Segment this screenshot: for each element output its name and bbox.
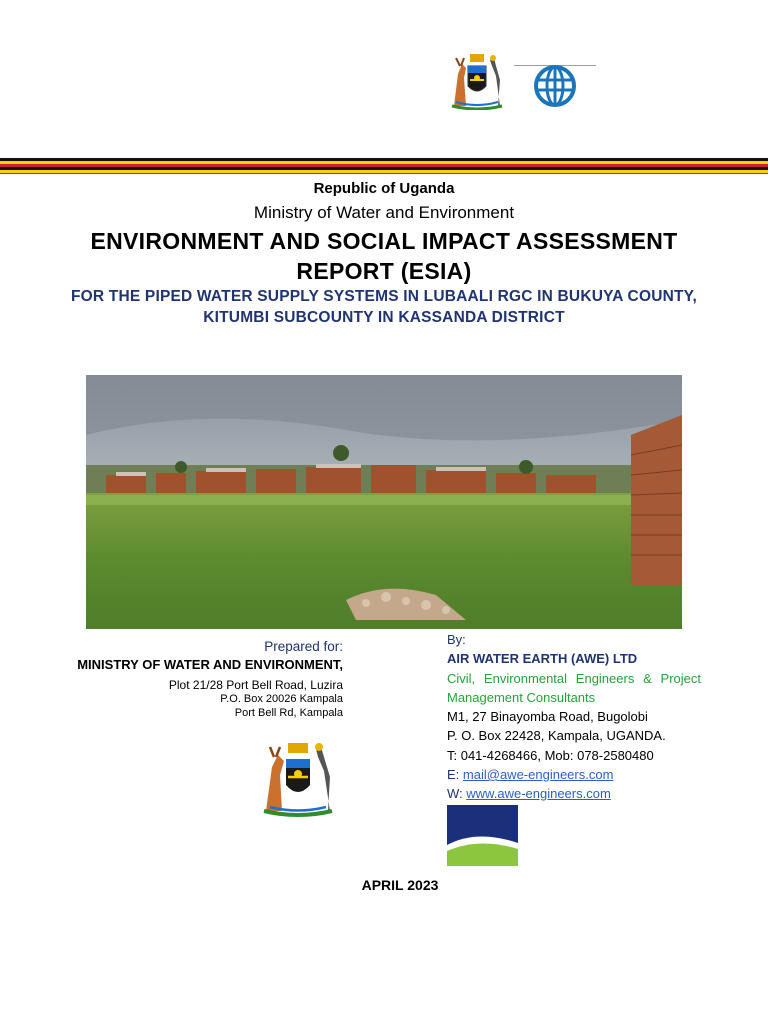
uganda-coat-of-arms-icon [446, 50, 508, 110]
title-line-1: ENVIRONMENT AND SOCIAL IMPACT ASSESSMENT [90, 228, 678, 254]
web-link[interactable]: www.awe-engineers.com [466, 786, 611, 801]
uganda-flag-stripe [0, 158, 768, 174]
prepared-for-label: Prepared for: [264, 639, 343, 654]
uganda-coat-of-arms-icon [256, 737, 340, 817]
by-label: By: [447, 632, 466, 647]
consultant-description-line-1: Civil, Environmental Engineers & Project [447, 671, 701, 686]
consultant-po-box: P. O. Box 22428, Kampala, UGANDA. [447, 728, 666, 743]
awe-logo-icon [447, 805, 518, 866]
report-title [0, 226, 768, 286]
client-address-line-2: P.O. Box 20026 Kampala [220, 693, 343, 705]
subtitle-line-2: KITUMBI SUBCOUNTY IN KASSANDA DISTRICT [203, 309, 565, 326]
consultant-web-row [447, 784, 701, 804]
cover-photo [86, 375, 682, 629]
republic-heading: Republic of Uganda [313, 180, 455, 197]
ministry-heading: Ministry of Water and Environment [253, 203, 515, 222]
consultant-email-row [447, 765, 701, 785]
web-label: W: [447, 786, 463, 801]
client-address-line-3: Port Bell Rd, Kampala [234, 707, 343, 719]
consultant-phone: T: 041-4268466, Mob: 078-2580480 [447, 748, 654, 763]
consultant-name: AIR WATER EARTH (AWE) LTD [447, 651, 638, 666]
consultant-address: M1, 27 Binayomba Road, Bugolobi [447, 709, 648, 724]
consultant-description-line-2: Management Consultants [447, 690, 596, 705]
report-subtitle [0, 286, 768, 328]
email-label: E: [447, 767, 460, 782]
client-address-line-1: Plot 21/28 Port Bell Road, Luzira [168, 678, 343, 692]
report-date: APRIL 2023 [361, 877, 439, 893]
title-line-2: REPORT (ESIA) [296, 258, 472, 284]
client-name: MINISTRY OF WATER AND ENVIRONMENT, [77, 657, 343, 672]
world-bank-globe-icon [532, 64, 578, 108]
email-link[interactable]: mail@awe-engineers.com [462, 767, 614, 782]
subtitle-line-1: FOR THE PIPED WATER SUPPLY SYSTEMS IN LUBAALI RGC IN BUKUYA COUNTY, [70, 288, 697, 305]
